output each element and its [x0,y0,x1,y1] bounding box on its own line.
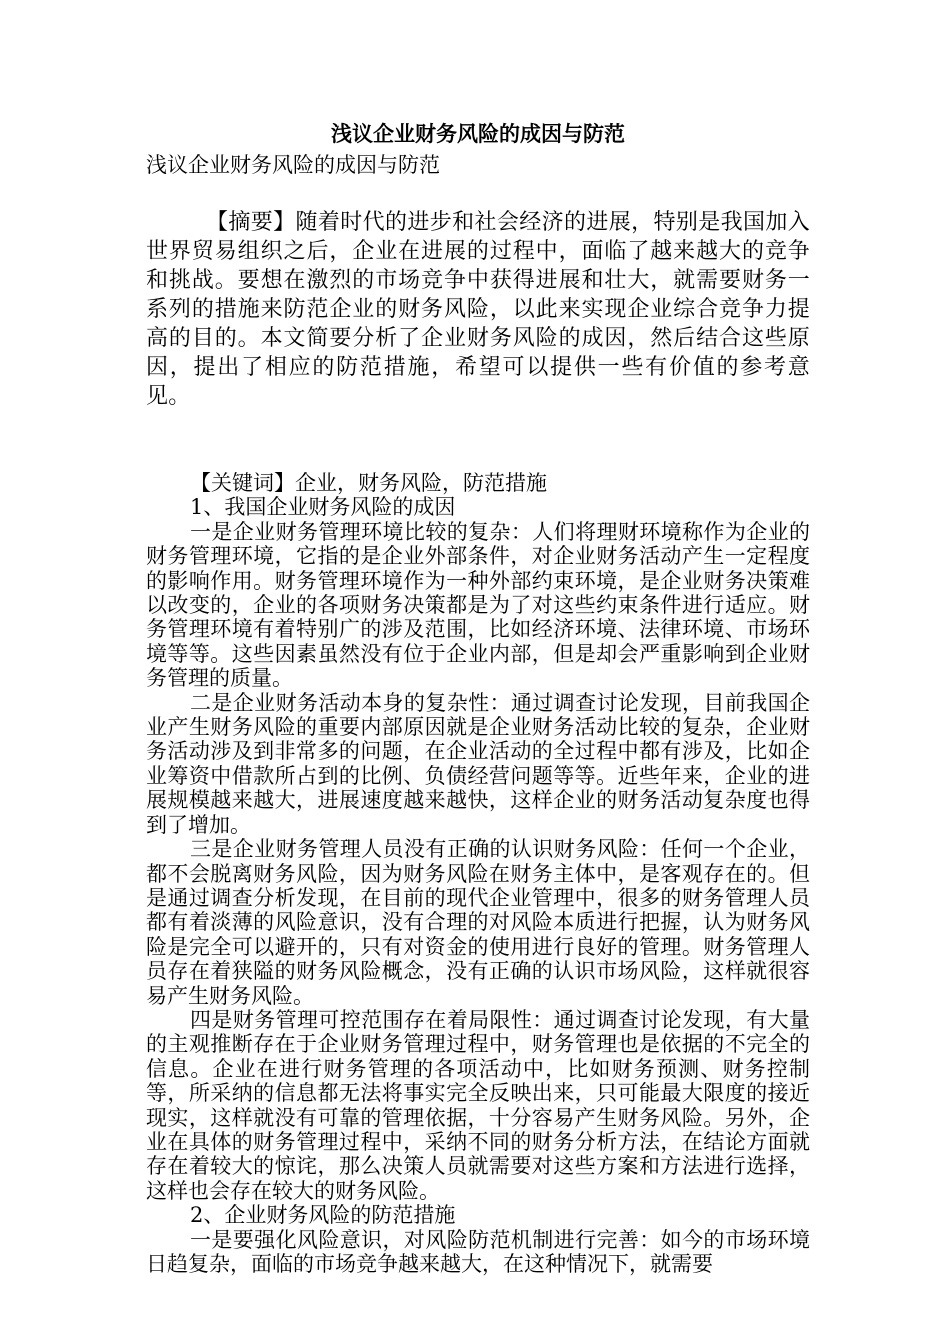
abstract-paragraph: 【摘要】随着时代的进步和社会经济的进展，特别是我国加入世界贸易组织之后，企业在进展的过程中，面临了越来越大的竞争和挑战。要想在激烈的市场竞争中获得进展和壮大，就需要财务一系列的措施来防范企业的财务风险，以此来实现企业综合竞争力提高的目的。本文简要分析了企业财务风险的成因，然后结合这些原因，提出了相应的防范措施，希望可以提供一些有价值的参考意见。 [146,210,810,409]
body-paragraph: 三是企业财务管理人员没有正确的认识财务风险：任何一个企业，都不会脱离财务风险，因为财务风险在财务主体中，是客观存在的。但是通过调查分析发现，在目前的现代企业管理中，很多的财务管理人员都有着淡薄的风险意识，没有合理的对风险本质进行把握，认为财务风险是完全可以避开的，只有对资金的使用进行良好的管理。财务管理人员存在着狭隘的财务风险概念，没有正确的认识市场风险，这样就很容易产生财务风险。 [146,837,810,1008]
section-2-heading: 2、企业财务风险的防范措施 [190,1203,456,1228]
body-paragraph: 一是要强化风险意识，对风险防范机制进行完善：如今的市场环境日趋复杂，面临的市场竞争越来越大，在这种情况下，就需要 [146,1227,810,1276]
document-page [146,118,810,1276]
body-paragraph: 四是财务管理可控范围存在着局限性：通过调查讨论发现，有大量的主观推断存在于企业财务管理过程中，财务管理也是依据的不完全的信息。企业在进行财务管理的各项活动中，比如财务预测、财务控制等，所采纳的信息都无法将事实完全反映出来，只可能最大限度的接近现实，这样就没有可靠的管理依据，十分容易产生财务风险。另外，企业在具体的财务管理过程中，采纳不同的财务分析方法，在结论方面就存在着较大的惊诧，那么决策人员就需要对这些方案和方法进行选择，这样也会存在较大的财务风险。 [146,1007,810,1203]
spacer [146,411,810,471]
body-paragraph: 二是企业财务活动本身的复杂性：通过调查讨论发现，目前我国企业产生财务风险的重要内部原因就是企业财务活动比较的复杂，企业财务活动涉及到非常多的问题，在企业活动的全过程中都有涉及，比如企业筹资中借款所占到的比例、负债经营问题等等。近些年来，企业的进展规模越来越大，进展速度越来越快，这样企业的财务活动复杂度也得到了增加。 [146,690,810,837]
document-title: 浅议企业财务风险的成因与防范 [331,121,625,146]
keywords-line: 【关键词】企业，财务风险，防范措施 [190,471,547,495]
section-1-heading: 1、我国企业财务风险的成因 [190,495,456,520]
body-paragraph: 一是企业财务管理环境比较的复杂：人们将理财环境称作为企业的财务管理环境，它指的是企业外部条件，对企业财务活动产生一定程度的影响作用。财务管理环境作为一种外部约束环境，是企业财务决策难以改变的，企业的各项财务决策都是为了对这些约束条件进行适应。财务管理环境有着特别广的涉及范围，比如经济环境、法律环境、市场环境等等。这些因素虽然没有位于企业内部，但是却会严重影响到企业财务管理的质量。 [146,519,810,691]
document-subtitle: 浅议企业财务风险的成因与防范 [146,153,440,177]
